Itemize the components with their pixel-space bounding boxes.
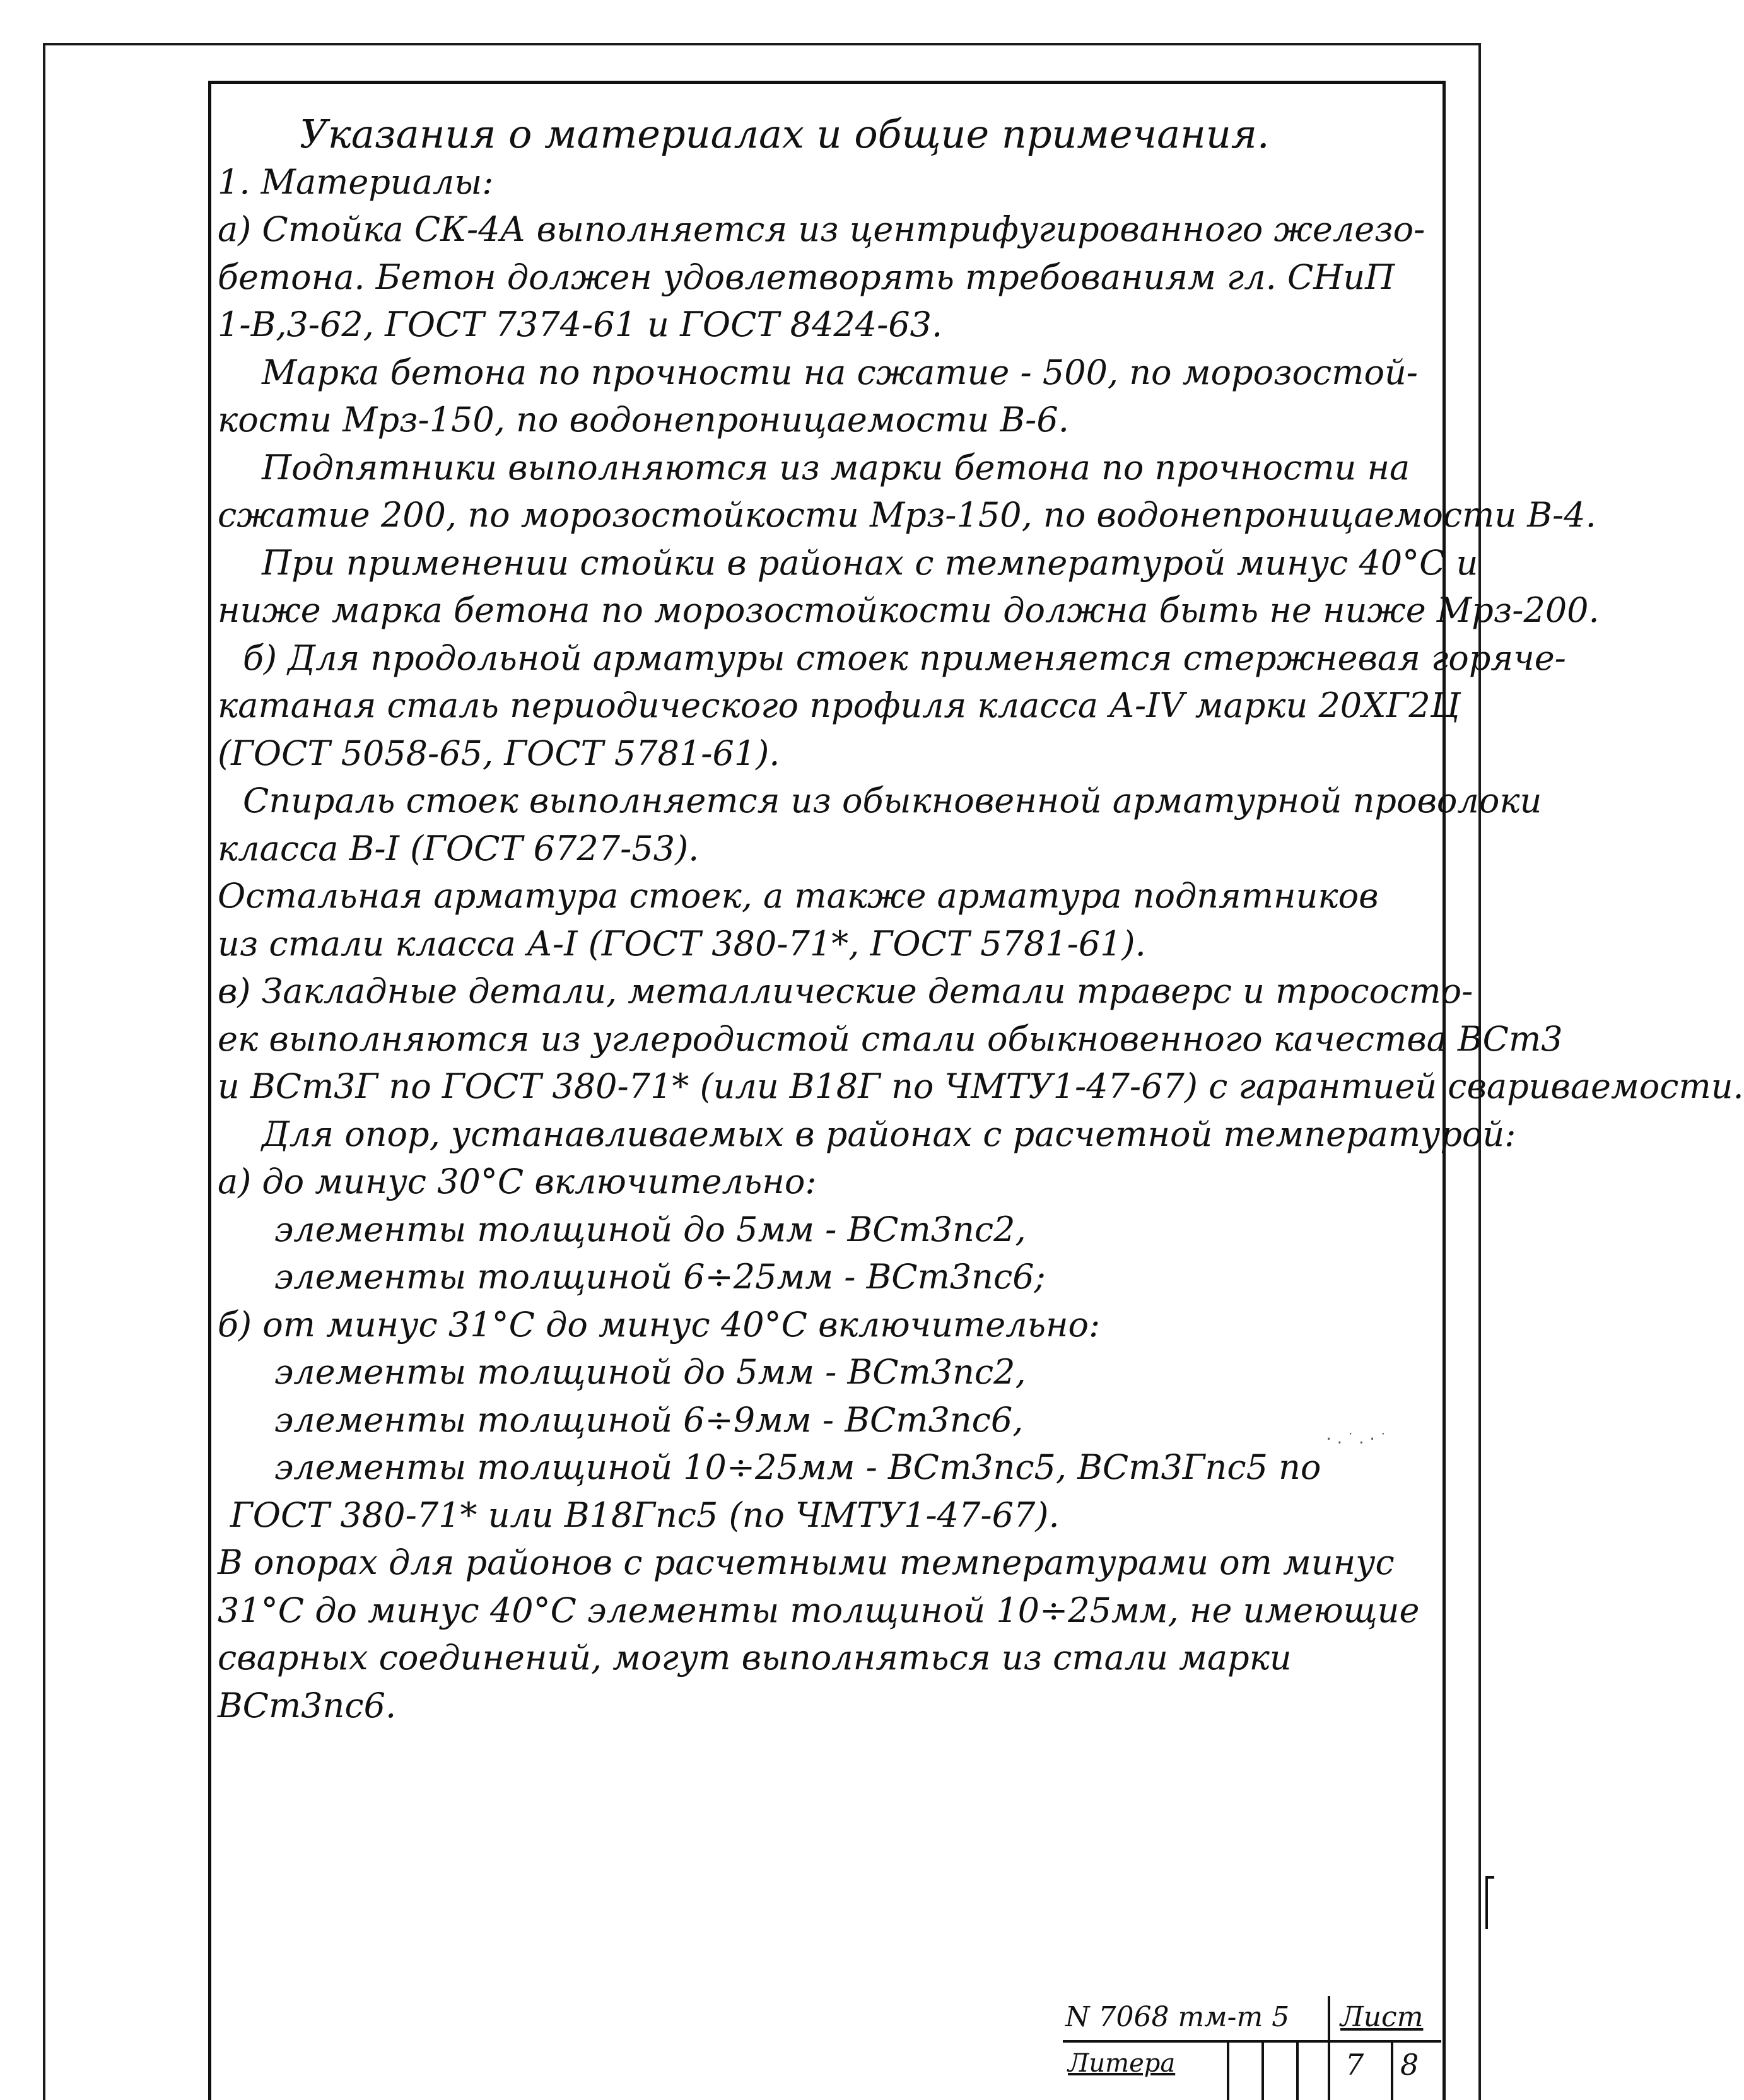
text-line-9: При применении стойки в районах с температурой минус 40°С и [262, 542, 1478, 583]
text-line-5: Марка бетона по прочности на сжатие - 500, по морозостой- [262, 352, 1419, 392]
document-title: Указания о материалах и общие примечания. [300, 111, 1270, 157]
text-line-18: в) Закладные детали, металлические детали траверс и тросостo- [218, 971, 1473, 1011]
text-line-27: элементы толщиной 6÷9мм - ВСт3пс6, [274, 1399, 1024, 1440]
text-line-33: ВСт3пс6. [218, 1685, 397, 1725]
stamp-cell-divider [1261, 2043, 1264, 2100]
text-line-22: а) до минус 30°С включительно: [218, 1162, 817, 1201]
text-line-6: кости Мрз-150, по водонепроницаемости В-6. [218, 400, 1069, 440]
text-line-31: 31°С до минус 40°С элементы толщиной 10÷25мм, не имеющие [218, 1590, 1420, 1630]
text-line-14: Спираль стоек выполняется из обыкновенной арматурной проволоки [243, 781, 1542, 820]
text-line-8: сжатие 200, по морозостойкости Мрз-150, по водонепроницаемости В-4. [218, 495, 1596, 535]
text-line-2: а) Стойка СК-4А выполняется из центрифугированного железо- [218, 209, 1425, 249]
sheet-number: 7 [1345, 2048, 1364, 2082]
text-line-23: элементы толщиной до 5мм - ВСт3пс2, [274, 1209, 1026, 1249]
text-line-15: класса В-I (ГОСТ 6727-53). [218, 828, 699, 868]
text-line-1: 1. Материалы: [218, 161, 494, 202]
text-line-20: и ВСт3Г по ГОСТ 380-71* (или В18Г по ЧМТУ1-47-67) с гарантией свариваемости. [218, 1066, 1744, 1106]
text-line-11: б) Для продольной арматуры стоек применяется стержневая горяче- [243, 638, 1566, 678]
stamp-top-row [1063, 1996, 1441, 2043]
text-line-32: сварных соединений, могут выполняться из стали марки [218, 1638, 1292, 1677]
text-line-26: элементы толщиной до 5мм - ВСт3пс2, [274, 1352, 1026, 1392]
text-line-12: катаная сталь периодического профиля класса А-IV марки 20ХГ2Ц [218, 685, 1460, 725]
text-line-24: элементы толщиной 6÷25мм - ВСт3пс6; [274, 1257, 1046, 1297]
text-line-10: ниже марка бетона по морозостойкости должна быть не ниже Мрз-200. [218, 590, 1600, 630]
text-line-16: Остальная арматура стоек, а также арматура подпятников [218, 876, 1379, 916]
liter-label: Литера [1068, 2049, 1176, 2078]
sheet-label: Лист [1340, 2001, 1424, 2033]
stamp-cell-divider [1391, 2043, 1393, 2100]
document-body [218, 110, 1744, 1729]
stamp-cell-divider [1296, 2043, 1299, 2100]
stamp-cell-divider [1227, 2043, 1229, 2100]
text-line-7: Подпятники выполняются из марки бетона по прочности на [262, 447, 1410, 487]
text-line-21: Для опор, устанавливаемых в районах с расчетной температурой: [262, 1114, 1516, 1154]
text-line-29: ГОСТ 380-71* или В18Гпс5 (по ЧМТУ1-47-67). [230, 1495, 1060, 1535]
document-number: N 7068 тм-т 5 [1065, 2001, 1290, 2033]
text-line-19: ек выполняются из углеродистой стали обыкновенного качества ВСт3 [218, 1018, 1563, 1059]
text-line-30: В опорах для районов с расчетными температурами от минус [218, 1543, 1395, 1582]
text-line-17: из стали класса А-I (ГОСТ 380-71*, ГОСТ 5781-61). [218, 923, 1146, 964]
text-line-4: 1-В,3-62, ГОСТ 7374-61 и ГОСТ 8424-63. [218, 305, 943, 344]
text-line-3: бетона. Бетон должен удовлетворять требованиям гл. СНиП [218, 257, 1395, 297]
sheets-total: 8 [1400, 2048, 1419, 2082]
edge-bracket-mark [1485, 1876, 1494, 1929]
scan-specks: ·.˙.·˙ [1325, 1432, 1390, 1447]
stamp-bottom-row [1063, 2043, 1441, 2100]
text-line-13: (ГОСТ 5058-65, ГОСТ 5781-61). [218, 733, 780, 773]
text-line-28: элементы толщиной 10÷25мм - ВСт3пс5, ВСт3Гпс5 по [274, 1447, 1321, 1487]
title-block-stamp [1063, 1996, 1441, 2100]
text-line-25: б) от минус 31°С до минус 40°С включительно: [218, 1304, 1101, 1345]
